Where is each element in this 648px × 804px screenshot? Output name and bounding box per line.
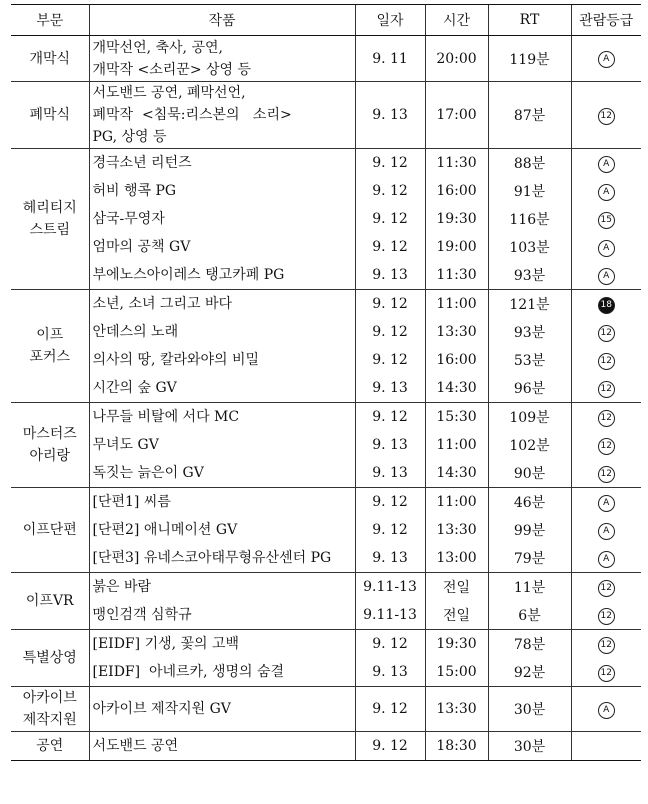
category-cell — [11, 687, 89, 732]
runtime-cell: 109분 — [488, 403, 571, 432]
rating-cell — [571, 687, 641, 732]
time-cell: 14:30 — [425, 374, 488, 403]
rating-cell — [571, 233, 641, 261]
work-title-cell: 의사의 땅, 칼라와야의 비밀 — [89, 346, 355, 374]
table-row — [11, 573, 641, 602]
runtime-cell: 91분 — [488, 177, 571, 205]
table-row — [11, 403, 641, 432]
table-row — [11, 82, 641, 149]
table-row — [11, 431, 641, 459]
rating-cell — [571, 630, 641, 659]
header-category: 부문 — [11, 5, 89, 36]
rating-cell — [571, 318, 641, 346]
runtime-cell: 93분 — [488, 261, 571, 290]
work-title-cell: 경극소년 리턴즈 — [89, 149, 355, 178]
runtime-cell: 88분 — [488, 149, 571, 178]
rating-cell — [571, 601, 641, 630]
rating-cell — [571, 290, 641, 319]
rating-cell — [571, 261, 641, 290]
date-cell: 9. 12 — [355, 687, 425, 732]
work-title-cell: 무녀도 GV — [89, 431, 355, 459]
rating-cell — [571, 544, 641, 573]
age-rating-badge: 12 — [598, 438, 615, 455]
date-cell: 9. 12 — [355, 488, 425, 517]
age-rating-badge: 12 — [598, 665, 615, 682]
runtime-cell: 93분 — [488, 318, 571, 346]
rating-cell — [571, 374, 641, 403]
category-label: 이프VR — [25, 593, 74, 609]
date-cell: 9. 13 — [355, 82, 425, 149]
runtime-cell: 78분 — [488, 630, 571, 659]
work-title-cell: 맹인검객 심학규 — [89, 601, 355, 630]
runtime-cell: 96분 — [488, 374, 571, 403]
date-cell: 9.11-13 — [355, 573, 425, 602]
time-cell: 16:00 — [425, 177, 488, 205]
age-rating-badge: 12 — [598, 353, 615, 370]
time-cell: 13:30 — [425, 318, 488, 346]
date-cell: 9. 13 — [355, 374, 425, 403]
time-cell: 전일 — [425, 573, 488, 602]
category-cell — [11, 630, 89, 687]
runtime-cell: 6분 — [488, 601, 571, 630]
date-cell: 9. 13 — [355, 459, 425, 488]
work-title-cell: 서도밴드 공연 — [89, 732, 355, 761]
date-cell: 9. 12 — [355, 318, 425, 346]
runtime-cell: 92분 — [488, 658, 571, 687]
runtime-cell: 103분 — [488, 233, 571, 261]
work-title-cell: 개막선언, 축사, 공연, 개막작 <소리꾼> 상영 등 — [89, 36, 355, 82]
runtime-cell: 116분 — [488, 205, 571, 233]
rating-cell — [571, 177, 641, 205]
time-cell: 20:00 — [425, 36, 488, 82]
rating-cell — [571, 573, 641, 602]
rating-cell — [571, 36, 641, 82]
category-label: 개막식 — [29, 50, 71, 67]
work-title-cell: 서도밴드 공연, 폐막선언, 폐막작 <침묵:리스본의 소리> PG, 상영 등 — [89, 82, 355, 149]
time-cell: 11:00 — [425, 431, 488, 459]
table-row — [11, 544, 641, 573]
category-cell — [11, 732, 89, 761]
date-cell: 9. 12 — [355, 516, 425, 544]
age-rating-badge: A — [598, 268, 615, 285]
category-label: 이프 포커스 — [29, 327, 71, 365]
table-row — [11, 630, 641, 659]
date-cell: 9. 13 — [355, 431, 425, 459]
date-cell: 9. 12 — [355, 630, 425, 659]
time-cell: 전일 — [425, 601, 488, 630]
category-cell — [11, 488, 89, 573]
time-cell: 19:00 — [425, 233, 488, 261]
runtime-cell: 79분 — [488, 544, 571, 573]
table-row — [11, 346, 641, 374]
table-row — [11, 732, 641, 761]
age-rating-badge: A — [598, 184, 615, 201]
time-cell: 13:00 — [425, 544, 488, 573]
age-rating-badge: 12 — [598, 108, 615, 125]
rating-cell — [571, 658, 641, 687]
time-cell: 19:30 — [425, 630, 488, 659]
age-rating-badge: 12 — [598, 381, 615, 398]
work-title-cell: 삼국-무영자 — [89, 205, 355, 233]
table-row — [11, 459, 641, 488]
category-label: 아카이브 제작지원 — [22, 690, 77, 728]
rating-cell — [571, 346, 641, 374]
header-rt: RT — [488, 5, 571, 36]
time-cell: 11:00 — [425, 290, 488, 319]
date-cell: 9.11-13 — [355, 601, 425, 630]
table-body — [11, 36, 641, 761]
work-title-cell: 나무들 비탈에 서다 MC — [89, 403, 355, 432]
table-row — [11, 601, 641, 630]
table-row — [11, 516, 641, 544]
rating-cell — [571, 149, 641, 178]
table-row — [11, 233, 641, 261]
age-rating-badge: 12 — [598, 608, 615, 625]
work-title-cell: [단편1] 씨름 — [89, 488, 355, 517]
header-rating: 관람등급 — [571, 5, 641, 36]
time-cell: 14:30 — [425, 459, 488, 488]
runtime-cell: 30분 — [488, 687, 571, 732]
time-cell: 11:30 — [425, 261, 488, 290]
time-cell: 19:30 — [425, 205, 488, 233]
category-label: 마스터즈 아리랑 — [22, 426, 77, 464]
date-cell: 9. 12 — [355, 177, 425, 205]
runtime-cell: 87분 — [488, 82, 571, 149]
runtime-cell: 90분 — [488, 459, 571, 488]
date-cell: 9. 13 — [355, 658, 425, 687]
rating-cell — [571, 403, 641, 432]
age-rating-badge: A — [598, 240, 615, 257]
time-cell: 11:00 — [425, 488, 488, 517]
work-title-cell: 아카이브 제작지원 GV — [89, 687, 355, 732]
rating-cell — [571, 732, 641, 761]
date-cell: 9. 12 — [355, 732, 425, 761]
category-cell — [11, 36, 89, 82]
category-label: 폐막식 — [29, 107, 71, 123]
category-cell — [11, 290, 89, 403]
category-cell — [11, 149, 89, 290]
table-row — [11, 318, 641, 346]
runtime-cell: 46분 — [488, 488, 571, 517]
header-row — [11, 5, 641, 36]
time-cell: 17:00 — [425, 82, 488, 149]
date-cell: 9. 11 — [355, 36, 425, 82]
age-rating-badge: 12 — [598, 637, 615, 654]
rating-cell — [571, 431, 641, 459]
age-rating-badge: A — [598, 495, 615, 512]
work-title-cell: 부에노스아이레스 탱고카페 PG — [89, 261, 355, 290]
age-rating-badge: 15 — [598, 212, 615, 229]
rating-cell — [571, 516, 641, 544]
table-row — [11, 290, 641, 319]
runtime-cell: 11분 — [488, 573, 571, 602]
time-cell: 18:30 — [425, 732, 488, 761]
date-cell: 9. 12 — [355, 290, 425, 319]
work-title-cell: 독짓는 늙은이 GV — [89, 459, 355, 488]
date-cell: 9. 12 — [355, 205, 425, 233]
category-label: 이프단편 — [22, 522, 77, 538]
age-rating-badge: A — [598, 156, 615, 173]
category-label: 헤리티지 스트림 — [22, 200, 77, 238]
time-cell: 13:30 — [425, 687, 488, 732]
age-rating-badge: A — [598, 702, 615, 719]
table-row — [11, 205, 641, 233]
date-cell: 9. 13 — [355, 261, 425, 290]
work-title-cell: 소년, 소녀 그리고 바다 — [89, 290, 355, 319]
time-cell: 16:00 — [425, 346, 488, 374]
screening-schedule-table — [11, 4, 641, 761]
category-label: 공연 — [36, 738, 64, 754]
runtime-cell: 102분 — [488, 431, 571, 459]
time-cell: 13:30 — [425, 516, 488, 544]
table-row — [11, 488, 641, 517]
table-row — [11, 177, 641, 205]
date-cell: 9. 12 — [355, 233, 425, 261]
age-rating-badge: A — [598, 523, 615, 540]
category-cell — [11, 82, 89, 149]
rating-cell — [571, 488, 641, 517]
age-rating-badge: 12 — [598, 410, 615, 427]
runtime-cell: 53분 — [488, 346, 571, 374]
work-title-cell: 붉은 바람 — [89, 573, 355, 602]
table-row — [11, 36, 641, 82]
time-cell: 15:30 — [425, 403, 488, 432]
table-row — [11, 374, 641, 403]
work-title-cell: [EIDF] 아네르카, 생명의 숨결 — [89, 658, 355, 687]
age-rating-badge: 12 — [598, 325, 615, 342]
category-cell — [11, 403, 89, 488]
rating-cell — [571, 205, 641, 233]
work-title-cell: 시간의 숲 GV — [89, 374, 355, 403]
work-title-cell: [단편2] 애니메이션 GV — [89, 516, 355, 544]
table-row — [11, 149, 641, 178]
table-row — [11, 687, 641, 732]
age-rating-badge: A — [598, 51, 615, 68]
age-rating-badge: 12 — [598, 580, 615, 597]
time-cell: 15:00 — [425, 658, 488, 687]
date-cell: 9. 12 — [355, 346, 425, 374]
date-cell: 9. 13 — [355, 544, 425, 573]
header-time: 시간 — [425, 5, 488, 36]
runtime-cell: 121분 — [488, 290, 571, 319]
category-label: 특별상영 — [22, 650, 77, 666]
work-title-cell: [EIDF] 기생, 꽃의 고백 — [89, 630, 355, 659]
work-title-cell: [단편3] 유네스코아태무형유산센터 PG — [89, 544, 355, 573]
rating-cell — [571, 82, 641, 149]
date-cell: 9. 12 — [355, 149, 425, 178]
time-cell: 11:30 — [425, 149, 488, 178]
table-row — [11, 261, 641, 290]
work-title-cell: 안데스의 노래 — [89, 318, 355, 346]
runtime-cell: 30분 — [488, 732, 571, 761]
runtime-cell: 119분 — [488, 36, 571, 82]
rating-cell — [571, 459, 641, 488]
work-title-cell: 허비 행콕 PG — [89, 177, 355, 205]
table-row — [11, 658, 641, 687]
header-work: 작품 — [89, 5, 355, 36]
runtime-cell: 99분 — [488, 516, 571, 544]
work-title-cell: 엄마의 공책 GV — [89, 233, 355, 261]
age-rating-badge: A — [598, 551, 615, 568]
age-rating-badge: 12 — [598, 466, 615, 483]
header-date: 일자 — [355, 5, 425, 36]
date-cell: 9. 12 — [355, 403, 425, 432]
category-cell — [11, 573, 89, 630]
age-rating-badge: 18 — [598, 297, 615, 314]
